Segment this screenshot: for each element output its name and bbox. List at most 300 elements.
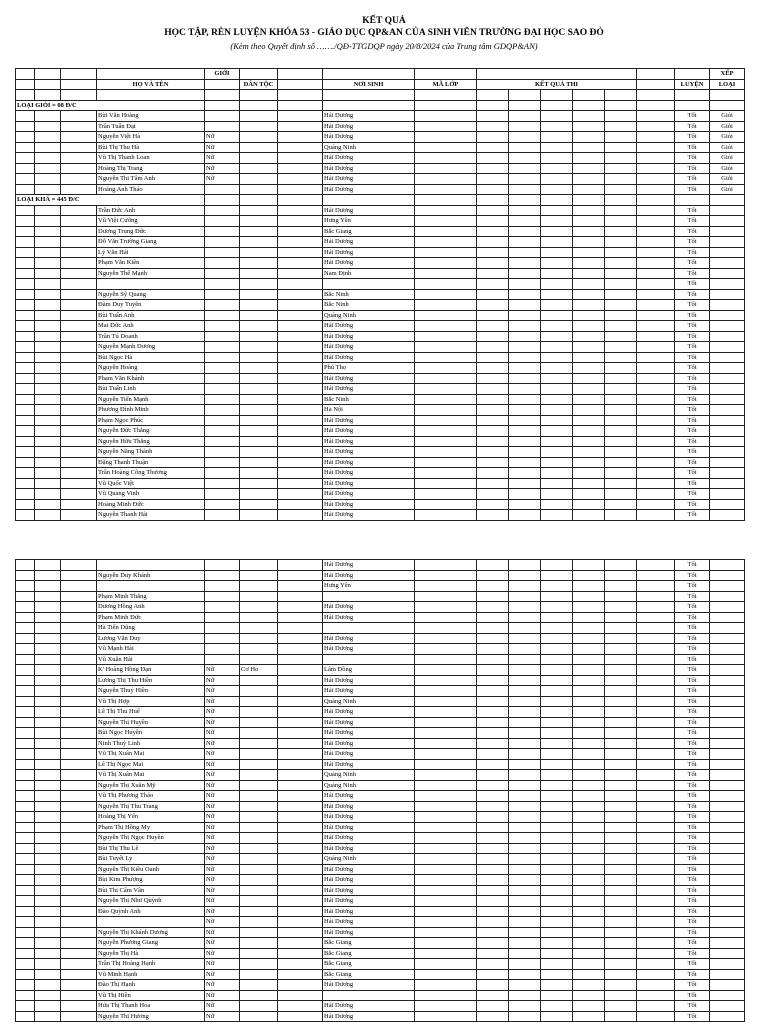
exam-score-cell (573, 843, 605, 854)
birthplace-cell: Hải Dương (323, 885, 415, 896)
table-row (16, 875, 745, 886)
class-code-cell (415, 602, 477, 613)
exam-score-cell (605, 310, 637, 321)
rank-cell (710, 738, 745, 749)
exam-score-cell (541, 728, 573, 739)
empty-cell (278, 633, 323, 644)
empty-cell (35, 258, 61, 269)
birthplace-cell: Bắc Ninh (323, 289, 415, 300)
exam-score-cell (509, 770, 541, 781)
empty-cell (637, 499, 675, 510)
exam-score-cell (477, 394, 509, 405)
empty-cell (637, 696, 675, 707)
empty-cell (637, 791, 675, 802)
table-row (16, 560, 745, 571)
training-result-cell: Tốt (675, 132, 710, 143)
birthplace-cell: Hải Dương (323, 1011, 415, 1022)
exam-score-cell (573, 142, 605, 153)
training-result-cell: Tốt (675, 948, 710, 959)
ethnic-cell (240, 258, 278, 269)
exam-score-cell (477, 728, 509, 739)
empty-cell (35, 644, 61, 655)
student-name-cell: Ninh Thuỳ Linh (97, 738, 205, 749)
birthplace-cell: Hưng Yên (323, 581, 415, 592)
exam-score-cell (605, 770, 637, 781)
exam-score-cell (477, 717, 509, 728)
rank-cell (710, 426, 745, 437)
empty-cell (35, 938, 61, 949)
empty-cell (61, 696, 97, 707)
exam-score-cell (509, 1011, 541, 1022)
stt-cell (16, 917, 35, 928)
gender-cell (205, 457, 240, 468)
training-result-cell: Tốt (675, 759, 710, 770)
exam-score-cell (541, 499, 573, 510)
stt-cell (16, 854, 35, 865)
training-result-cell: Tốt (675, 111, 710, 122)
exam-score-cell (605, 321, 637, 332)
empty-cell (35, 426, 61, 437)
ethnic-cell (240, 436, 278, 447)
rank-cell: Giỏi (710, 163, 745, 174)
ethnic-cell (240, 822, 278, 833)
empty-cell (278, 268, 323, 279)
rank-cell (710, 321, 745, 332)
empty-cell (61, 843, 97, 854)
exam-score-cell (477, 959, 509, 970)
stt-cell (16, 927, 35, 938)
stt-cell (16, 959, 35, 970)
ethnic-cell (240, 415, 278, 426)
empty-cell (637, 111, 675, 122)
class-code-cell (415, 457, 477, 468)
exam-score-cell (605, 560, 637, 571)
empty-cell (278, 111, 323, 122)
exam-score-cell (541, 331, 573, 342)
exam-score-cell (509, 728, 541, 739)
empty-cell (278, 948, 323, 959)
table-row (16, 728, 745, 739)
exam-score-cell (477, 675, 509, 686)
exam-score-cell (509, 468, 541, 479)
exam-score-cell (573, 205, 605, 216)
empty-cell (61, 759, 97, 770)
exam-score-cell (509, 184, 541, 195)
ethnic-cell (240, 163, 278, 174)
empty-cell (35, 728, 61, 739)
gender-cell: Nữ (205, 174, 240, 185)
exam-score-cell (573, 279, 605, 290)
exam-score-cell (541, 510, 573, 521)
student-name-cell: Nguyễn Thế Mạnh (97, 268, 205, 279)
student-name-cell: Bùi Thị Thu Lê (97, 843, 205, 854)
empty-cell (637, 644, 675, 655)
rank-cell (710, 489, 745, 500)
exam-score-cell (573, 854, 605, 865)
birthplace-cell: Hải Dương (323, 875, 415, 886)
rank-cell (710, 728, 745, 739)
empty-cell (61, 184, 97, 195)
table-row (16, 373, 745, 384)
exam-score-cell (605, 927, 637, 938)
exam-score-cell (541, 279, 573, 290)
empty-cell (637, 237, 675, 248)
rank-cell (710, 623, 745, 634)
birthplace-cell: Hải Dương (323, 801, 415, 812)
training-result-cell: Tốt (675, 352, 710, 363)
exam-score-cell (573, 111, 605, 122)
exam-score-cell (605, 163, 637, 174)
empty-cell (61, 780, 97, 791)
empty-cell (637, 436, 675, 447)
exam-score-cell (605, 457, 637, 468)
birthplace-cell: Bắc Giang (323, 938, 415, 949)
ethnic-cell (240, 279, 278, 290)
student-name-cell: Nguyễn Thị Tâm Anh (97, 174, 205, 185)
exam-score-cell (541, 216, 573, 227)
empty-cell (637, 216, 675, 227)
header-row-main (16, 79, 745, 90)
rank-cell (710, 969, 745, 980)
empty-cell (61, 321, 97, 332)
empty-cell (61, 300, 97, 311)
class-code-cell (415, 321, 477, 332)
exam-score-cell (509, 489, 541, 500)
exam-score-cell (541, 205, 573, 216)
col-header-training: LUYỆN (675, 79, 710, 90)
training-result-cell: Tốt (675, 457, 710, 468)
class-code-cell (415, 675, 477, 686)
empty-cell (637, 163, 675, 174)
empty-cell (637, 384, 675, 395)
exam-score-cell (509, 279, 541, 290)
stt-cell (16, 363, 35, 374)
exam-score-cell (605, 885, 637, 896)
exam-score-cell (477, 384, 509, 395)
exam-score-cell (477, 843, 509, 854)
class-code-cell (415, 717, 477, 728)
exam-score-cell (477, 896, 509, 907)
stt-cell (16, 111, 35, 122)
gender-cell (205, 216, 240, 227)
empty-cell (637, 812, 675, 823)
col-header-loai: LOẠI (710, 79, 745, 90)
empty-cell (637, 300, 675, 311)
class-code-cell (415, 415, 477, 426)
col-header-name: HỌ VÀ TÊN (97, 79, 205, 90)
stt-cell (16, 352, 35, 363)
exam-score-cell (573, 990, 605, 1001)
class-code-cell (415, 885, 477, 896)
exam-score-cell (541, 738, 573, 749)
student-name-cell: Phạm Ngọc Phúc (97, 415, 205, 426)
empty-cell (278, 864, 323, 875)
empty-cell (278, 384, 323, 395)
rank-cell (710, 644, 745, 655)
rank-cell (710, 875, 745, 886)
student-name-cell: Phương Đình Minh (97, 405, 205, 416)
gender-cell (205, 205, 240, 216)
exam-score-cell (573, 510, 605, 521)
ethnic-cell (240, 728, 278, 739)
ethnic-cell (240, 352, 278, 363)
table-row (16, 917, 745, 928)
rank-cell (710, 654, 745, 665)
exam-score-cell (573, 801, 605, 812)
class-code-cell (415, 938, 477, 949)
class-code-cell (415, 728, 477, 739)
stt-cell (16, 665, 35, 676)
exam-score-cell (573, 321, 605, 332)
class-code-cell (415, 268, 477, 279)
training-result-cell: Tốt (675, 258, 710, 269)
rank-cell (710, 216, 745, 227)
training-result-cell: Tốt (675, 696, 710, 707)
empty-cell (35, 896, 61, 907)
exam-score-cell (573, 468, 605, 479)
gender-cell (205, 612, 240, 623)
stt-cell (16, 969, 35, 980)
empty-cell (35, 948, 61, 959)
gender-cell (205, 570, 240, 581)
empty-cell (61, 927, 97, 938)
class-code-cell (415, 258, 477, 269)
gender-cell (205, 510, 240, 521)
ethnic-cell (240, 864, 278, 875)
gender-cell (205, 436, 240, 447)
stt-cell (16, 184, 35, 195)
empty-cell (278, 560, 323, 571)
exam-score-cell (541, 843, 573, 854)
exam-score-cell (573, 917, 605, 928)
training-result-cell: Tốt (675, 770, 710, 781)
table-row (16, 864, 745, 875)
class-code-cell (415, 770, 477, 781)
training-result-cell: Tốt (675, 300, 710, 311)
exam-score-cell (477, 342, 509, 353)
exam-score-cell (541, 247, 573, 258)
empty-cell (35, 665, 61, 676)
exam-score-cell (605, 279, 637, 290)
class-code-cell (415, 237, 477, 248)
stt-cell (16, 394, 35, 405)
stt-cell (16, 310, 35, 321)
empty-cell (637, 728, 675, 739)
training-result-cell: Tốt (675, 707, 710, 718)
ethnic-cell (240, 812, 278, 823)
gender-cell (205, 258, 240, 269)
exam-score-cell (477, 917, 509, 928)
class-code-cell (415, 216, 477, 227)
birthplace-cell: Hải Dương (323, 686, 415, 697)
rank-cell (710, 917, 745, 928)
exam-score-cell (605, 268, 637, 279)
empty-cell (278, 436, 323, 447)
gender-cell: Nữ (205, 812, 240, 823)
exam-score-cell (541, 686, 573, 697)
exam-score-cell (573, 749, 605, 760)
exam-score-cell (541, 602, 573, 613)
exam-score-cell (477, 121, 509, 132)
student-name-cell: Mai Đức Anh (97, 321, 205, 332)
exam-score-cell (477, 833, 509, 844)
table-row (16, 896, 745, 907)
rank-cell (710, 591, 745, 602)
exam-score-cell (541, 749, 573, 760)
exam-score-cell (573, 864, 605, 875)
student-name-cell: Đặng Thanh Thuận (97, 457, 205, 468)
stt-cell (16, 1011, 35, 1022)
empty-cell (278, 696, 323, 707)
student-name-cell: Nguyễn Thị Ngọc Huyền (97, 833, 205, 844)
rank-cell (710, 1001, 745, 1012)
empty-cell (35, 111, 61, 122)
exam-score-cell (605, 205, 637, 216)
empty-cell (637, 1001, 675, 1012)
empty-cell (61, 457, 97, 468)
rank-cell (710, 686, 745, 697)
class-code-cell (415, 917, 477, 928)
exam-score-cell (509, 780, 541, 791)
exam-score-cell (477, 373, 509, 384)
stt-cell (16, 812, 35, 823)
empty-cell (637, 686, 675, 697)
empty-cell (61, 906, 97, 917)
exam-score-cell (605, 665, 637, 676)
exam-score-cell (541, 612, 573, 623)
exam-score-cell (573, 696, 605, 707)
empty-cell (35, 822, 61, 833)
empty-cell (35, 864, 61, 875)
empty-cell (278, 363, 323, 374)
exam-score-cell (573, 363, 605, 374)
birthplace-cell: Hải Dương (323, 927, 415, 938)
empty-cell (509, 100, 541, 111)
exam-score-cell (573, 405, 605, 416)
ethnic-cell (240, 602, 278, 613)
rank-cell (710, 237, 745, 248)
exam-score-cell (605, 581, 637, 592)
class-code-cell (415, 174, 477, 185)
empty-cell (278, 801, 323, 812)
ethnic-cell (240, 216, 278, 227)
exam-score-cell (509, 121, 541, 132)
empty-cell (61, 812, 97, 823)
gender-cell (205, 602, 240, 613)
exam-score-cell (509, 854, 541, 865)
class-code-cell (415, 581, 477, 592)
empty-cell (35, 780, 61, 791)
table-row (16, 258, 745, 269)
empty-cell (278, 938, 323, 949)
empty-cell (35, 696, 61, 707)
gender-cell: Nữ (205, 665, 240, 676)
ethnic-cell (240, 1011, 278, 1022)
ethnic-cell (240, 363, 278, 374)
exam-score-cell (573, 570, 605, 581)
empty-cell (637, 885, 675, 896)
ethnic-cell (240, 959, 278, 970)
table-row (16, 644, 745, 655)
exam-score-cell (509, 843, 541, 854)
training-result-cell: Tốt (675, 665, 710, 676)
exam-score-cell (605, 394, 637, 405)
rank-cell (710, 780, 745, 791)
student-name-cell: Hà Tiến Dũng (97, 623, 205, 634)
birthplace-cell: Hải Dương (323, 864, 415, 875)
training-result-cell: Tốt (675, 279, 710, 290)
gender-cell: Nữ (205, 1001, 240, 1012)
ethnic-cell (240, 310, 278, 321)
stt-cell (16, 623, 35, 634)
birthplace-cell: Hải Dương (323, 499, 415, 510)
gender-cell: Nữ (205, 896, 240, 907)
empty-cell (35, 247, 61, 258)
training-result-cell: Tốt (675, 938, 710, 949)
rank-cell (710, 447, 745, 458)
exam-score-cell (541, 959, 573, 970)
empty-cell (278, 331, 323, 342)
class-code-cell (415, 1011, 477, 1022)
stt-cell (16, 759, 35, 770)
ethnic-cell (240, 184, 278, 195)
exam-score-cell (477, 415, 509, 426)
exam-score-cell (605, 184, 637, 195)
exam-score-cell (541, 770, 573, 781)
gender-cell (205, 121, 240, 132)
empty-cell (637, 226, 675, 237)
table-row (16, 675, 745, 686)
empty-cell (35, 654, 61, 665)
exam-score-cell (605, 237, 637, 248)
exam-score-cell (509, 258, 541, 269)
exam-score-cell (541, 184, 573, 195)
exam-score-cell (477, 612, 509, 623)
stt-cell (16, 384, 35, 395)
ethnic-cell (240, 142, 278, 153)
ethnic-cell (240, 581, 278, 592)
exam-score-cell (605, 384, 637, 395)
training-result-cell: Tốt (675, 426, 710, 437)
exam-score-cell (573, 1011, 605, 1022)
training-result-cell: Tốt (675, 749, 710, 760)
stt-cell (16, 896, 35, 907)
class-code-cell (415, 623, 477, 634)
stt-cell (16, 791, 35, 802)
ethnic-cell (240, 384, 278, 395)
empty-cell (278, 310, 323, 321)
exam-score-cell (509, 321, 541, 332)
student-name-cell (97, 917, 205, 928)
stt-cell (16, 948, 35, 959)
table-row (16, 633, 745, 644)
empty-cell (278, 570, 323, 581)
empty-cell (278, 822, 323, 833)
stt-cell (16, 822, 35, 833)
training-result-cell: Tốt (675, 205, 710, 216)
exam-score-cell (573, 174, 605, 185)
ethnic-cell (240, 489, 278, 500)
exam-score-cell (509, 142, 541, 153)
student-name-cell: Bùi Thị Thu Hà (97, 142, 205, 153)
table-row (16, 654, 745, 665)
empty-cell (573, 100, 605, 111)
empty-cell (240, 195, 278, 206)
empty-cell (509, 195, 541, 206)
training-result-cell: Tốt (675, 373, 710, 384)
training-result-cell: Tốt (675, 854, 710, 865)
stt-cell (16, 510, 35, 521)
